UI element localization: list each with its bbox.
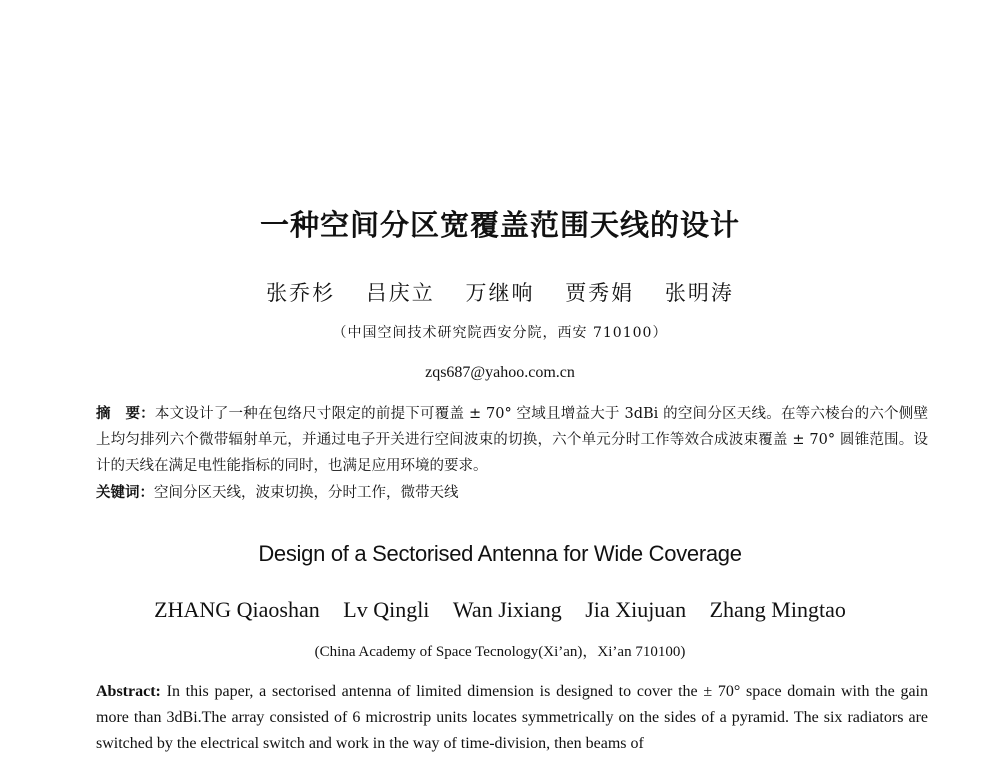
chinese-keywords-text: 空间分区天线，波束切换，分时工作，微带天线	[154, 485, 459, 501]
chinese-keywords	[96, 481, 928, 505]
chinese-author: 张乔杉	[266, 281, 336, 305]
chinese-author-list	[0, 277, 1000, 307]
english-abstract-text: In this paper, a sectorised antenna of limited dimension is designed to cover the ± 70° space domain with the gain more than 3dBi.The array consisted of 6 microstrip units locates symmetrically on the sides of a pyramid. The six radiators are switched by the electrical switch and work in the way of time-division, then beams of	[96, 683, 929, 752]
english-author: Lv Qingli	[343, 597, 430, 622]
chinese-author: 万继响	[465, 281, 535, 305]
chinese-author: 吕庆立	[365, 281, 435, 305]
chinese-abstract-label: 摘 要：	[96, 406, 155, 422]
chinese-title: 一种空间分区宽覆盖范围天线的设计	[259, 208, 740, 242]
english-abstract	[96, 679, 928, 757]
chinese-author: 贾秀娟	[565, 281, 635, 305]
english-author: Wan Jixiang	[452, 597, 562, 622]
chinese-affiliation: （中国空间技术研究院西安分院，西安 710100）	[332, 325, 668, 341]
chinese-author: 张明涛	[664, 281, 734, 305]
english-author: Jia Xiujuan	[585, 597, 687, 622]
english-abstract-label: Abstract:	[96, 683, 161, 700]
english-author: Zhang Mingtao	[709, 597, 846, 622]
author-email: zqs687@yahoo.com.cn	[425, 364, 575, 381]
english-title: Design of a Sectorised Antenna for Wide Coverage	[258, 541, 742, 566]
chinese-abstract	[96, 401, 928, 479]
english-author: ZHANG Qiaoshan	[154, 597, 320, 622]
chinese-abstract-text: 本文设计了一种在包络尺寸限定的前提下可覆盖 ± 70° 空域且增益大于 3dBi 的空间分区天线。在等六棱台的六个侧壁上均匀排列六个微带辐射单元，并通过电子开关进行空间波束的切换，六个单元分时工作等效合成波束覆盖 ± 70° 圆锥范围。设计的天线在满足电性能指标的同时，也满足应用环境的要求。	[96, 406, 928, 474]
english-affiliation: (China Academy of Space Tecnology(Xi’an)，Xi’an 710100)	[314, 644, 686, 660]
english-author-list	[0, 597, 1000, 623]
chinese-keywords-label: 关键词：	[96, 485, 154, 501]
